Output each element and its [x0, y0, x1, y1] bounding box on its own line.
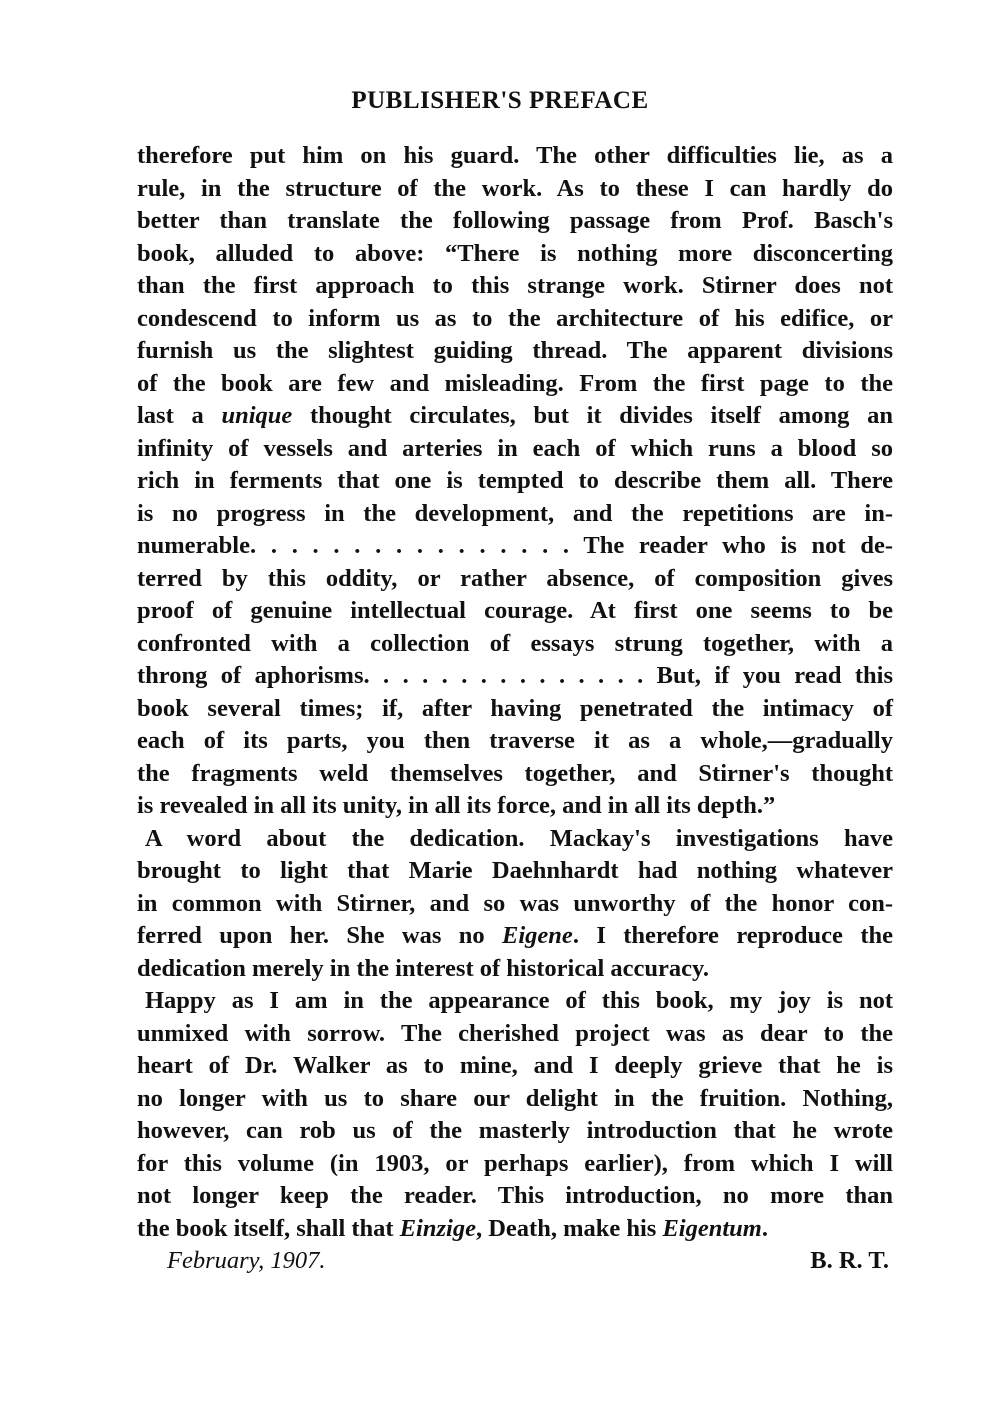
signoff-initials: B. R. T. — [810, 1247, 889, 1274]
text-line: terred by this oddity, or rather absence, of composition gives — [137, 564, 893, 592]
text-line: the fragments weld themselves together, and Stirner's thought — [137, 759, 893, 787]
text-line: condescend to inform us as to the architecture of his edifice, or — [137, 304, 893, 332]
signoff-date: February, 1907. — [167, 1247, 326, 1274]
text-line: confronted with a collection of essays strung together, with a — [137, 629, 893, 657]
text-line: no longer with us to share our delight in the fruition. Nothing, — [137, 1084, 893, 1112]
text-line: A word about the dedication. Mackay's investigations have — [145, 824, 893, 852]
text-line: heart of Dr. Walker as to mine, and I deeply grieve that he is — [137, 1052, 893, 1079]
text-run: thought circulates, but it divides itself among an — [292, 402, 893, 429]
body-text — [137, 140, 893, 1278]
text-line: is revealed in all its unity, in all its force, and in all its depth.” — [137, 792, 776, 819]
text-line: infinity of vessels and arteries in each of which runs a blood so — [137, 434, 893, 462]
text-line: numerable. . . . . . . . . . . . . . . . The reader who is not de- — [137, 532, 893, 559]
text-line: book several times; if, after having penetrated the intimacy of — [137, 694, 893, 722]
italic-term-eigene: Eigene — [502, 922, 573, 949]
text-line: throng of aphorisms. . . . . . . . . . . . . . . But, if you read this — [137, 662, 893, 689]
text-line: Happy as I am in the appearance of this book, my joy is not — [145, 987, 893, 1014]
text-line: than the first approach to this strange work. Stirner does not — [137, 272, 893, 299]
paragraph-continuation — [137, 140, 893, 823]
text-line: each of its parts, you then traverse it as a whole,—gradually — [137, 727, 893, 754]
text-line — [137, 400, 893, 433]
paragraph-dedication — [137, 823, 893, 986]
text-run: last a — [137, 402, 222, 429]
text-line: rich in ferments that one is tempted to describe them all. There — [137, 467, 893, 494]
text-line — [137, 920, 893, 953]
text-run: ferred upon her. She was no — [137, 922, 503, 949]
text-line — [137, 1213, 893, 1246]
text-line: unmixed with sorrow. The cherished project was as dear to the — [137, 1019, 893, 1047]
text-run: . I therefore reproduce the — [572, 922, 893, 949]
text-line: dedication merely in the interest of historical accuracy. — [137, 954, 710, 982]
text-run: the book itself, shall that — [137, 1214, 400, 1242]
text-line: proof of genuine intellectual courage. At first one seems to be — [137, 597, 893, 624]
italic-term-unique: unique — [221, 402, 293, 429]
text-run: , Death, make his — [475, 1214, 663, 1242]
text-line: in common with Stirner, and so was unworthy of the honor con- — [137, 889, 893, 917]
italic-term-eigentum: Eigentum — [662, 1214, 762, 1242]
signoff — [137, 1245, 893, 1278]
text-line: brought to light that Marie Daehnhardt had nothing whatever — [137, 857, 893, 884]
text-line: better than translate the following passage from Prof. Basch's — [137, 207, 893, 234]
text-line: rule, in the structure of the work. As to these I can hardly do — [137, 174, 893, 202]
italic-term-einzige: Einzige — [399, 1214, 476, 1242]
paragraph-closing — [137, 985, 893, 1245]
text-line: is no progress in the development, and the repetitions are in- — [137, 499, 893, 527]
running-head: PUBLISHER'S PREFACE — [351, 87, 649, 114]
text-line: of the book are few and misleading. From the first page to the — [137, 369, 893, 397]
text-line: not longer keep the reader. This introduction, no more than — [137, 1182, 893, 1209]
text-line: therefore put him on his guard. The other difficulties lie, as a — [137, 142, 893, 169]
text-line: for this volume (in 1903, or perhaps earlier), from which I will — [137, 1149, 893, 1177]
text-line: furnish us the slightest guiding thread. The apparent divisions — [137, 337, 893, 364]
text-line: however, can rob us of the masterly introduction that he wrote — [137, 1117, 893, 1144]
text-run: . — [761, 1214, 768, 1242]
text-line: book, alluded to above: “There is nothing more disconcerting — [137, 239, 893, 267]
